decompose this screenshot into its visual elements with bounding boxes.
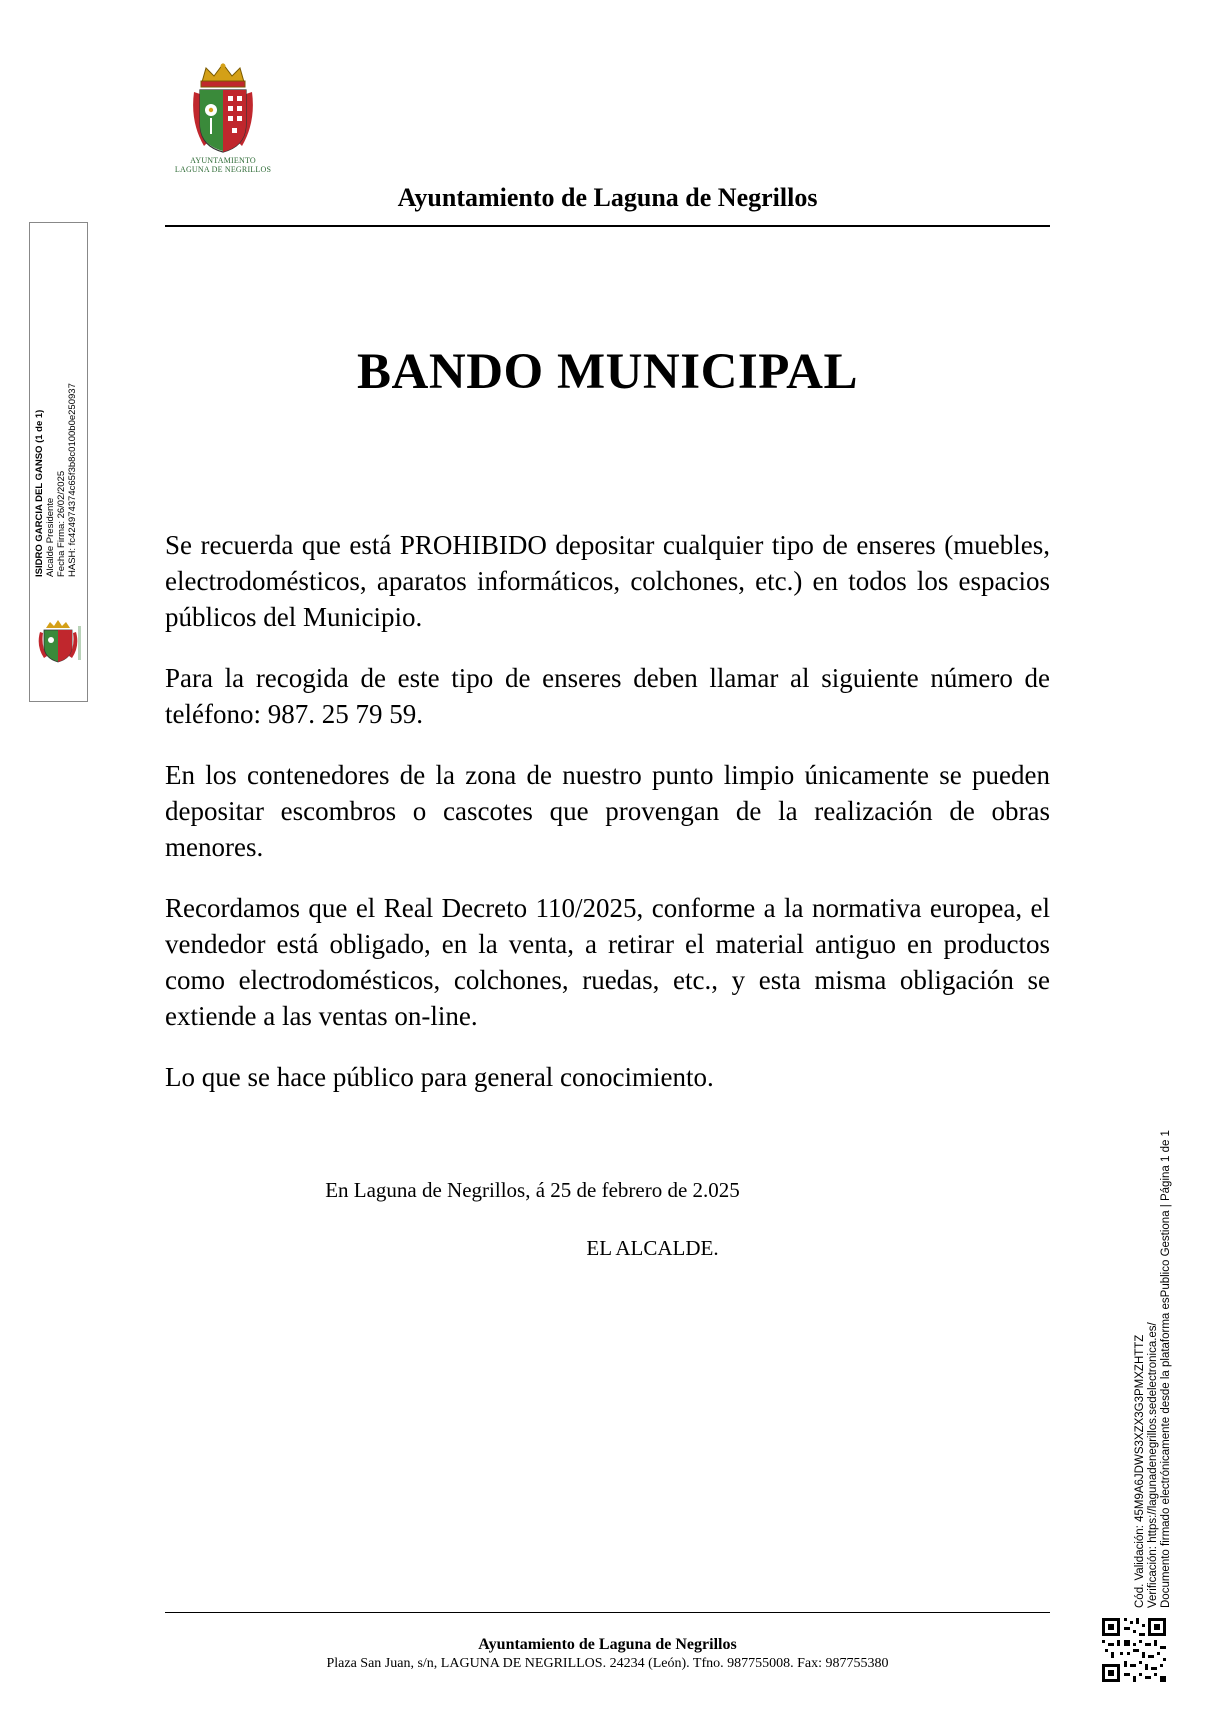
signature-role: Alcalde Presidente	[45, 497, 56, 577]
signature-date: Fecha Firma: 26/02/2025	[56, 470, 67, 577]
electronic-signature-text	[34, 383, 78, 577]
coat-of-arms-icon	[188, 62, 258, 156]
logo-caption-line1: AYUNTAMIENTO	[190, 156, 256, 165]
document-body	[165, 527, 1050, 1120]
verification-code: Cód. Validación: 45M9A6JDWS3XZX3G3PMXZHTTZ	[1134, 1334, 1146, 1608]
qr-code-icon	[1100, 1616, 1168, 1684]
footer-divider	[165, 1612, 1050, 1613]
body-paragraph: Para la recogida de este tipo de enseres deben llamar al siguiente número de teléfono: 987. 25 79 59.	[165, 663, 1050, 729]
place-date: En Laguna de Negrillos, á 25 de febrero de 2.025	[325, 1178, 740, 1202]
document-title: BANDO MUNICIPAL	[357, 344, 858, 400]
signer-title: EL ALCALDE.	[586, 1236, 719, 1260]
letterhead-title: Ayuntamiento de Laguna de Negrillos	[397, 183, 818, 212]
logo-caption-line2: LAGUNA DE NEGRILLOS	[174, 165, 272, 174]
municipal-logo	[160, 62, 286, 182]
signature-hash: HASH: fc424974374c65f3b8c0100b0e250937	[67, 383, 78, 577]
signature-signer: ISIDRO GARCIA DEL GANSO (1 de 1)	[34, 409, 45, 577]
body-paragraph: Se recuerda que está PROHIBIDO depositar cualquier tipo de enseres (muebles, electrodomésticos, aparatos informáticos, colchones, etc.) en todos los espacios públicos del Municipio.	[165, 530, 1050, 632]
verification-url: Verificación: https://lagunadenegrillos.sedelectronica.es/	[1147, 1322, 1159, 1608]
header-divider	[165, 225, 1050, 227]
footer-address: Plaza San Juan, s/n, LAGUNA DE NEGRILLOS. 24234 (León). Tfno. 987755008. Fax: 987755380	[326, 1656, 889, 1671]
body-paragraph: Lo que se hace público para general conocimiento.	[165, 1062, 714, 1092]
footer-organization: Ayuntamiento de Laguna de Negrillos	[478, 1636, 737, 1653]
body-paragraph: En los contenedores de la zona de nuestro punto limpio únicamente se pueden depositar escombros o cascotes que provengan de la realización de obras menores.	[165, 760, 1050, 862]
verification-text	[1134, 1130, 1173, 1608]
body-paragraph: Recordamos que el Real Decreto 110/2025, conforme a la normativa europea, el vendedor está obligado, en la venta, a retirar el material antiguo en productos como electrodomésticos, colchones, ruedas, etc., y esta misma obligación se extiende a las ventas on-line.	[165, 893, 1050, 1031]
signature-seal-icon	[36, 620, 84, 664]
verification-platform: Documento firmado electrónicamente desde la plataforma esPublico Gestiona | Página 1 de 1	[1160, 1130, 1172, 1608]
